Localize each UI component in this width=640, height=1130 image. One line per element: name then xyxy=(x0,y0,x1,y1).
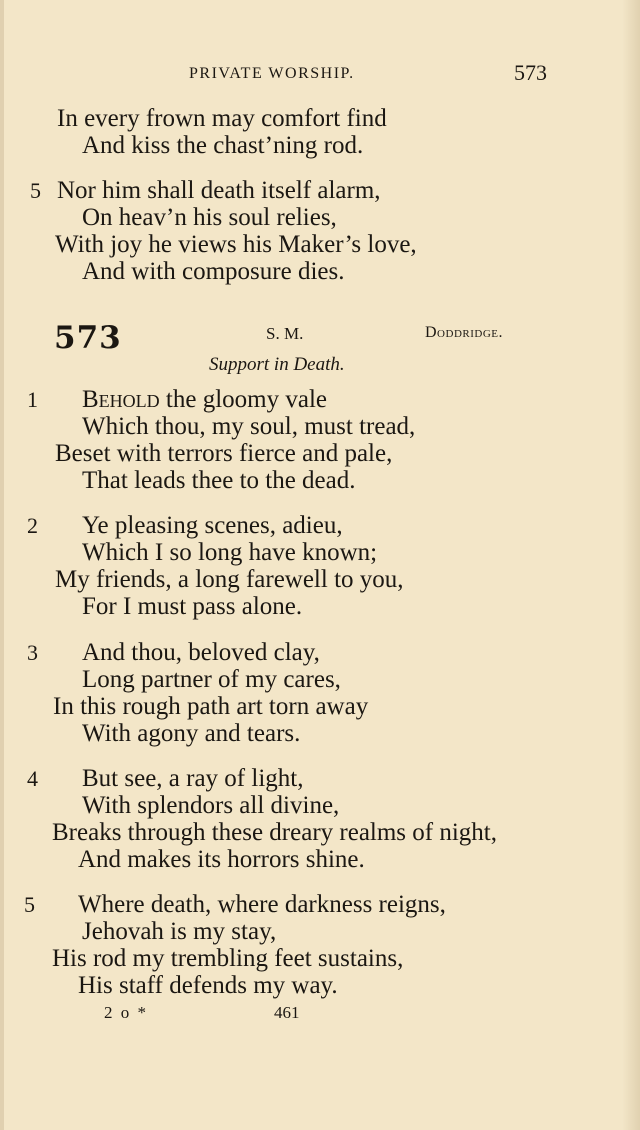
verse-line: And thou, beloved clay, xyxy=(82,639,320,666)
hymn-title: Support in Death. xyxy=(209,354,345,375)
verse-line: Where death, where darkness reigns, xyxy=(78,891,446,918)
verse-line: His staff defends my way. xyxy=(78,972,338,999)
stanza-number: 2 xyxy=(27,513,38,538)
verse-line: And with composure dies. xyxy=(82,258,345,285)
verse-line: But see, a ray of light, xyxy=(82,765,304,792)
verse-line: Nor him shall death itself alarm, xyxy=(57,177,381,204)
signature-mark: 2 o * xyxy=(104,1003,148,1022)
running-head: PRIVATE WORSHIP. xyxy=(189,65,355,82)
stanza-number: 5 xyxy=(24,892,35,917)
first-word: Behold xyxy=(82,386,160,413)
verse-line: With splendors all divine, xyxy=(82,792,340,819)
hymn-author: Doddridge. xyxy=(425,324,503,341)
binding-shadow xyxy=(622,0,640,1130)
hymn-meter: S. M. xyxy=(266,324,304,343)
hymn-number: 573 xyxy=(54,320,122,356)
verse-line: That leads thee to the dead. xyxy=(82,467,356,494)
verse-line: In this rough path art torn away xyxy=(53,693,369,720)
verse-line: Beset with terrors fierce and pale, xyxy=(55,440,393,467)
verse-line: For I must pass alone. xyxy=(82,593,303,620)
stanza-number: 3 xyxy=(27,640,38,665)
verse-line: Which thou, my soul, must tread, xyxy=(82,413,416,440)
page-number: 573 xyxy=(514,60,547,85)
verse-line: And kiss the chast’ning rod. xyxy=(82,132,364,159)
verse-line: My friends, a long farewell to you, xyxy=(55,566,404,593)
verse-line: Which I so long have known; xyxy=(82,539,378,566)
page-edge xyxy=(0,0,4,1130)
stanza-number: 1 xyxy=(27,387,38,412)
stanza-number: 5 xyxy=(30,178,41,203)
folio-number: 461 xyxy=(274,1003,300,1022)
verse-line: In every frown may comfort find xyxy=(57,105,387,132)
verse-line-rest: the gloomy vale xyxy=(159,386,327,413)
verse-line: With joy he views his Maker’s love, xyxy=(55,231,417,258)
verse-line: Breaks through these dreary realms of night, xyxy=(52,819,498,846)
verse-line: Jehovah is my stay, xyxy=(82,918,277,945)
verse-line: With agony and tears. xyxy=(82,720,301,747)
verse-line: Long partner of my cares, xyxy=(82,666,341,693)
stanza-number: 4 xyxy=(27,766,38,791)
verse-line: On heav’n his soul relies, xyxy=(82,204,337,231)
verse-line: And makes its horrors shine. xyxy=(78,846,365,873)
verse-line xyxy=(82,386,327,413)
verse-line: Ye pleasing scenes, adieu, xyxy=(82,512,343,539)
verse-line: His rod my trembling feet sustains, xyxy=(52,945,404,972)
